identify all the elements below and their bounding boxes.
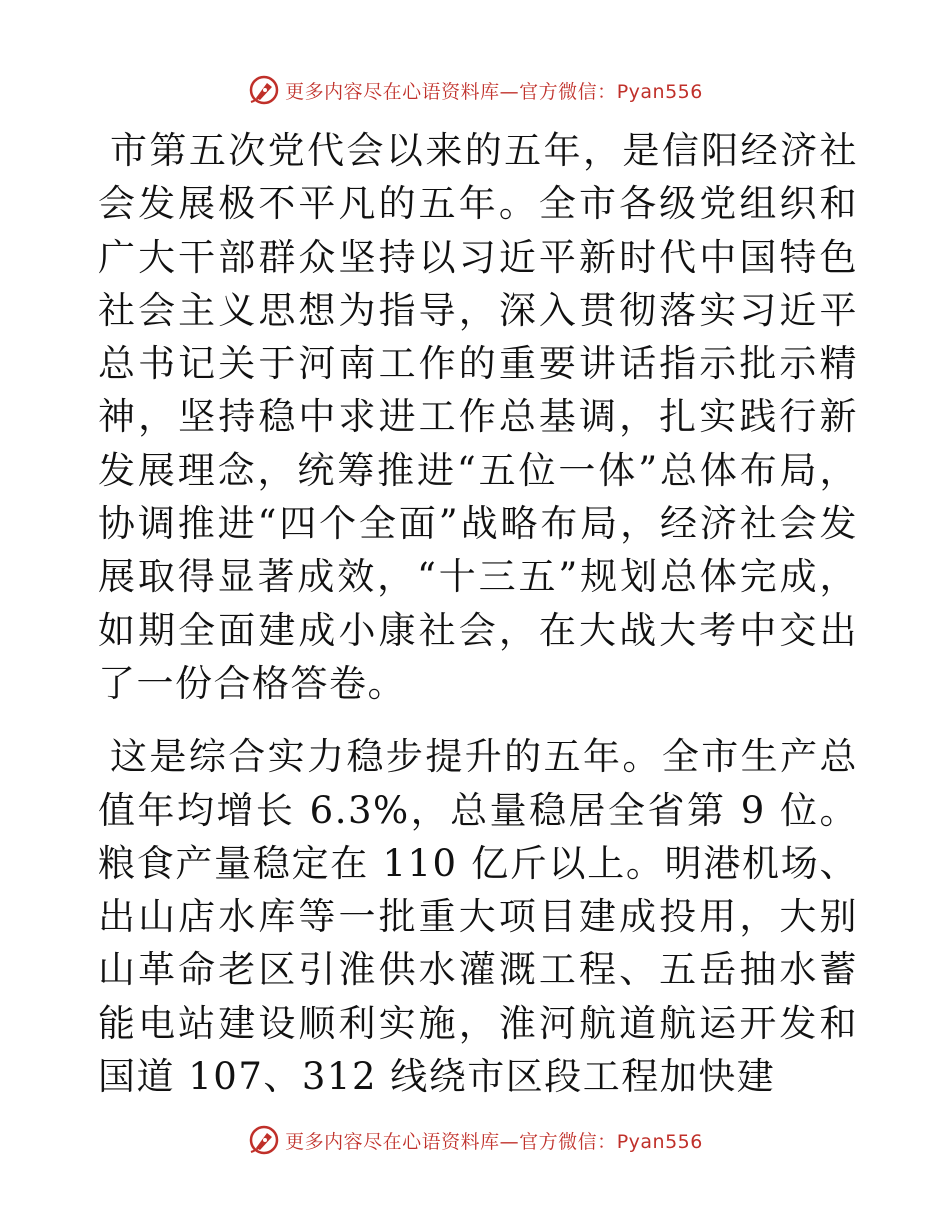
pen-nib-circle-icon — [247, 1123, 281, 1157]
watermark-contact-label: 官方微信： — [519, 80, 617, 103]
header-watermark — [0, 68, 950, 112]
footer-watermark — [0, 1118, 950, 1162]
watermark-contact-label: 官方微信： — [519, 1130, 617, 1153]
document-body — [98, 124, 858, 1123]
watermark-separator: — — [499, 80, 520, 103]
pen-nib-circle-icon — [247, 73, 281, 107]
watermark-contact-id: Pyan556 — [616, 80, 703, 103]
watermark-text — [285, 1127, 703, 1154]
watermark-brand: 更多内容尽在心语资料库 — [285, 80, 500, 103]
watermark-contact-id: Pyan556 — [616, 1130, 703, 1153]
watermark-text — [285, 77, 703, 104]
watermark-brand: 更多内容尽在心语资料库 — [285, 1130, 500, 1153]
paragraph-2: 这是综合实力稳步提升的五年。全市生产总值年均增长 6.3%，总量稳居全省第 9 位。粮食产量稳定在 110 亿斤以上。明港机场、出山店水库等一批重大项目建成投用，大别山革命老区引淮供水灌溉工程、五岳抽水蓄能电站建设顺利实施，淮河航道航运开发和国道 107、312 线绕市区段工程加快建 — [98, 735, 858, 1099]
watermark-separator: — — [499, 1130, 520, 1153]
paragraph-1: 市第五次党代会以来的五年，是信阳经济社会发展极不平凡的五年。全市各级党组织和广大干部群众坚持以习近平新时代中国特色社会主义思想为指导，深入贯彻落实习近平总书记关于河南工作的重要讲话指示批示精神，坚持稳中求进工作总基调，扎实践行新发展理念，统筹推进“五位一体”总体布局，协调推进“四个全面”战略布局，经济社会发展取得显著成效，“十三五”规划总体完成，如期全面建成小康社会，在大战大考中交出了一份合格答卷。 — [98, 129, 858, 705]
